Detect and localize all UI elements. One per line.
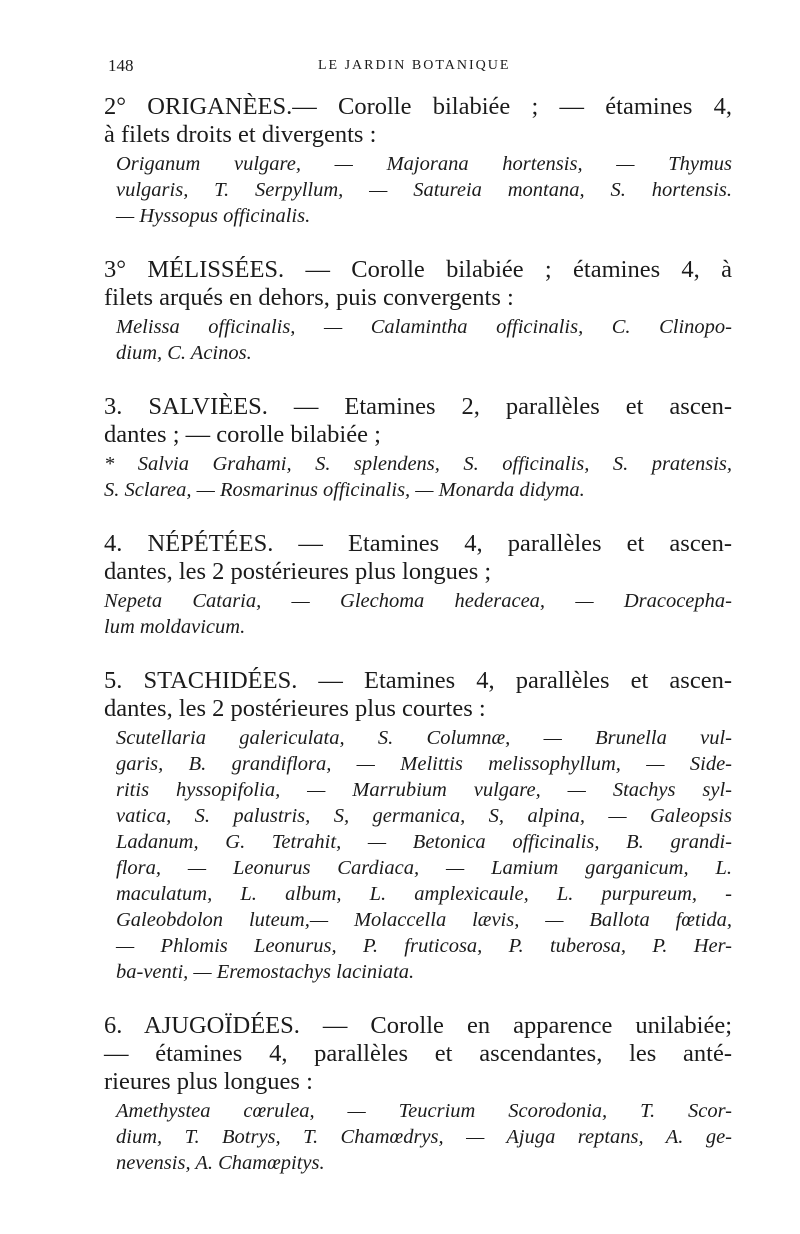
species-line: Nepeta Cataria, — Glechoma hederacea, — Dracocepha- [104,590,732,612]
species-line: * Salvia Grahami, S. splendens, S. officinalis, S. pratensis, [104,453,732,475]
text-line: — étamines 4, parallèles et ascendantes, les anté- [104,1040,732,1067]
text-line: 2° ORIGANÈES.— Corolle bilabiée ; — étamines 4, [104,93,732,120]
section-heading-text [104,1012,732,1096]
page-body [104,93,732,1203]
section-salviees [104,393,732,503]
species-line: lum moldavicum. [104,616,246,638]
species-list [104,725,732,985]
species-line: Ladanum, G. Tetrahit, — Betonica officinalis, B. grandi- [116,831,732,853]
section-ajugoidees [104,1012,732,1176]
species-line: vatica, S. palustris, S, germanica, S, alpina, — Galeopsis [116,805,732,827]
text-line: 3. SALVIÈES. — Etamines 2, parallèles et ascen- [104,393,732,420]
species-line: flora, — Leonurus Cardiaca, — Lamium garganicum, L. [116,857,732,879]
species-line: garis, B. grandiflora, — Melittis melissophyllum, — Side- [116,753,732,775]
species-list [104,588,732,640]
species-line: dium, T. Botrys, T. Chamœdrys, — Ajuga reptans, A. ge- [116,1126,732,1148]
species-list [104,151,732,229]
section-heading-text [104,393,732,449]
page-number: 148 [108,56,134,75]
text-line: 4. NÉPÉTÉES. — Etamines 4, parallèles et ascen- [104,530,732,557]
running-title: LE JARDIN BOTANIQUE [318,58,511,73]
species-line: vulgaris, T. Serpyllum, — Satureia montana, S. hortensis. [116,179,732,201]
species-list [104,1098,732,1176]
section-heading-text [104,93,732,149]
section-stachidees [104,667,732,985]
species-line: — Phlomis Leonurus, P. fruticosa, P. tuberosa, P. Her- [116,935,732,957]
species-line: maculatum, L. album, L. amplexicaule, L. purpureum, - [116,883,732,905]
species-line: S. Sclarea, — Rosmarinus officinalis, — Monarda didyma. [104,479,585,501]
species-line: Origanum vulgare, — Majorana hortensis, — Thymus [116,153,732,175]
species-line: dium, C. Acinos. [116,342,252,364]
section-heading-text [104,530,732,586]
section-heading-text [104,667,732,723]
species-line: Amethystea cœrulea, — Teucrium Scorodonia, T. Scor- [116,1100,732,1122]
text-line: 3° MÉLISSÉES. — Corolle bilabiée ; étamines 4, à [104,256,732,283]
section-origanees [104,93,732,229]
text-line: 6. AJUGOÏDÉES. — Corolle en apparence unilabiée; [104,1012,732,1039]
page-header [108,56,728,80]
species-line: Scutellaria galericulata, S. Columnæ, — Brunella vul- [116,727,732,749]
text-line: 5. STACHIDÉES. — Etamines 4, parallèles et ascen- [104,667,732,694]
species-line: ba-venti, — Eremostachys laciniata. [116,961,415,983]
species-list [104,314,732,366]
species-line: Galeobdolon luteum,— Molaccella lævis, — Ballota fœtida, [116,909,732,931]
species-line: ritis hyssopifolia, — Marrubium vulgare, — Stachys syl- [116,779,732,801]
species-line: Melissa officinalis, — Calamintha officinalis, C. Clinopo- [116,316,732,338]
species-line: — Hyssopus officinalis. [116,205,311,227]
section-nepetees [104,530,732,640]
section-heading-text [104,256,732,312]
species-line: nevensis, A. Chamœpitys. [116,1152,325,1174]
text-line: dantes, les 2 postérieures plus courtes : [104,695,486,722]
text-line: dantes ; — corolle bilabiée ; [104,421,381,448]
section-melissees [104,256,732,366]
species-list [104,451,732,503]
text-line: filets arqués en dehors, puis convergents : [104,284,514,311]
text-line: dantes, les 2 postérieures plus longues ; [104,558,492,585]
text-line: rieures plus longues : [104,1068,313,1095]
text-line: à filets droits et divergents : [104,121,377,148]
